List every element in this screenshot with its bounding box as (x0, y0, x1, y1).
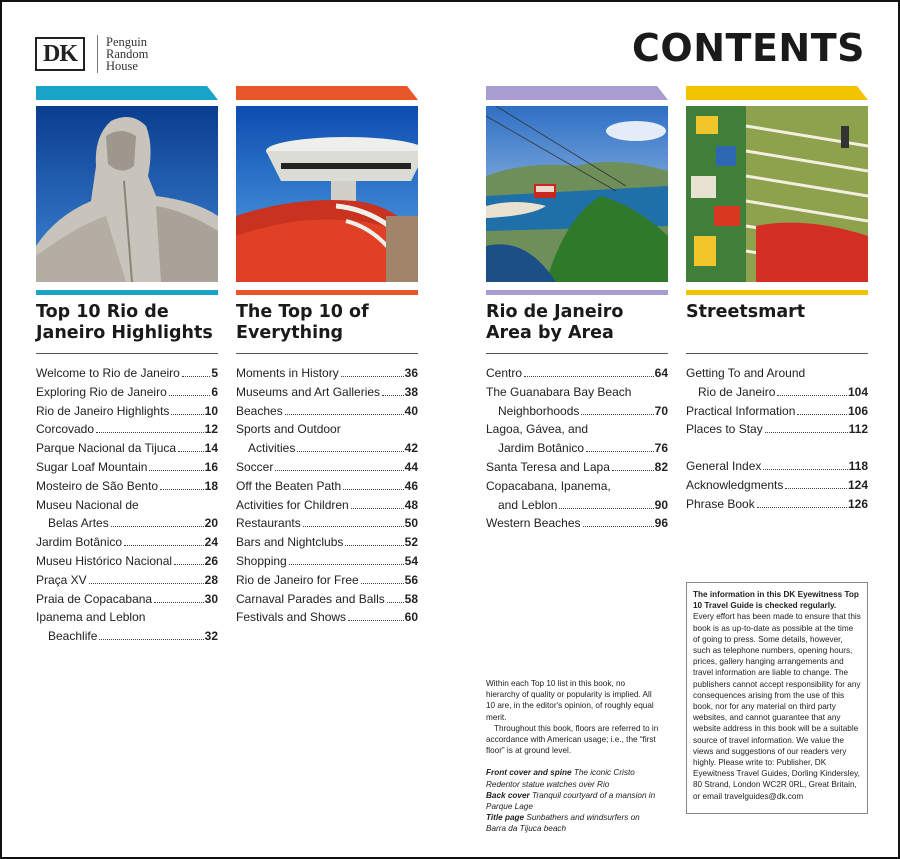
note-hierarchy: Within each Top 10 list in this book, no hierarchy of quality or popularity is implied. All 10 are, in the editor's opinion, of roughly equal merit. (486, 679, 654, 722)
info-box-body: Every effort has been made to ensure that this book is as up-to-date as possible at the time of going to press. Some details, however, such as telephone numbers, opening hours, prices, gallery hanging arrangements and travel information are liable to change. The publishers cannot accept responsibility for any consequences arising from the use of this book, nor for any material on third party websites, and cannot guarantee that any website address in this book will be a suitable source of travel information. We value the views and suggestions of our readers very highly. Please write to: Publisher, DK Eyewitness Travel Guides, Dorling Kindersley, 80 Strand, London WC2R 0RL, Great Britain, or email travelguides@dk.com (693, 612, 861, 801)
page-number: 48 (404, 497, 418, 512)
toc-entry-title: Lagoa, Gávea, and (486, 422, 589, 437)
toc-list (236, 364, 418, 627)
dot-leader (285, 414, 404, 415)
editorial-note (486, 678, 661, 835)
dk-logo: DK (35, 37, 85, 71)
toc-entry-title: Praça XV (36, 572, 87, 587)
toc-entry (486, 458, 668, 477)
credit-label: Front cover and spine (486, 768, 572, 778)
toc-entry-title: Copacabana, Ipanema, (486, 478, 611, 493)
dot-leader (361, 583, 404, 584)
divider (686, 353, 868, 354)
info-box-heading: The information in this DK Eyewitness Top 10 Travel Guide is checked regularly. (693, 590, 859, 611)
section-underbar (36, 290, 218, 295)
toc-entry (236, 552, 418, 571)
toc-entry (686, 495, 868, 514)
toc-entry (236, 402, 418, 421)
toc-list (36, 364, 218, 646)
toc-entry-title: Activities (248, 441, 296, 456)
toc-entry-title: Jardim Botânico (36, 535, 123, 550)
toc-entry (36, 533, 218, 552)
dot-leader (149, 470, 203, 471)
section-color-tab (236, 86, 418, 100)
toc-entry-title: Festivals and Shows (236, 610, 347, 625)
credit-text: Sunbathers and windsurfers on Barra da Tijuca beach (486, 813, 640, 834)
credit-label: Title page (486, 813, 525, 823)
page-number: 10 (204, 403, 218, 418)
toc-entry-title: Jardim Botânico (498, 441, 585, 456)
page-number: 44 (404, 459, 418, 474)
credit-label: Back cover (486, 790, 530, 800)
page-number: 5 (211, 366, 218, 380)
dot-leader (785, 488, 847, 489)
credit-text: The iconic Cristo Redentor statue watches over Rio (486, 768, 635, 789)
credit-back-cover (486, 790, 661, 812)
toc-entry (36, 458, 218, 477)
dot-leader (382, 395, 404, 396)
dot-leader (169, 395, 211, 396)
page-number: 112 (848, 422, 868, 437)
section-color-tab (486, 86, 668, 100)
dot-leader (763, 469, 847, 470)
page-number: 70 (654, 403, 668, 418)
dot-leader (182, 376, 210, 377)
publisher-line: House (106, 59, 138, 73)
dot-leader (111, 526, 204, 527)
toc-entry-title: Beachlife (48, 629, 98, 644)
page-number: 32 (204, 629, 218, 644)
toc-entry-title: Activities for Children (236, 497, 349, 512)
toc-list (686, 364, 868, 514)
page-number: 24 (204, 535, 218, 550)
page-number: 104 (847, 384, 868, 399)
page-number: 40 (404, 403, 418, 418)
toc-entry (36, 571, 218, 590)
christ-the-redeemer-photo (36, 106, 218, 282)
dot-leader (174, 564, 204, 565)
section-streetsmart (686, 86, 868, 514)
dot-leader (275, 470, 403, 471)
toc-entry-title: Museu Histórico Nacional (36, 553, 173, 568)
toc-entry-title: Western Beaches (486, 516, 581, 531)
toc-entry-title: Ipanema and Leblon (36, 610, 146, 625)
toc-entry (486, 514, 668, 533)
page-number: 124 (847, 477, 868, 492)
toc-entry (236, 364, 418, 383)
dot-leader (289, 564, 404, 565)
publisher-line: Penguin (106, 35, 147, 49)
toc-entry (36, 383, 218, 402)
toc-entry (486, 477, 668, 515)
toc-entry-title: Rio de Janeiro Highlights (36, 403, 170, 418)
page-number: 56 (404, 572, 418, 587)
publisher-line: Random (106, 47, 149, 61)
toc-entry-title: Belas Artes (48, 516, 109, 531)
dot-leader (154, 602, 204, 603)
section-highlights (36, 86, 218, 646)
toc-entry-title: Restaurants (236, 516, 301, 531)
dot-leader (124, 545, 204, 546)
dot-leader (777, 395, 847, 396)
dot-leader (348, 620, 404, 621)
penguin-random-house-logo (106, 36, 148, 72)
dot-leader (612, 470, 654, 471)
page-number: 58 (404, 591, 418, 606)
dot-leader (178, 451, 204, 452)
toc-entry-title: Practical Information (686, 403, 796, 418)
toc-entry (486, 383, 668, 421)
page-number: 14 (204, 441, 218, 456)
page-number: 16 (204, 459, 218, 474)
toc-entry-title: Santa Teresa and Lapa (486, 459, 610, 474)
dot-leader (303, 526, 404, 527)
page-number: 106 (847, 403, 868, 418)
divider (486, 353, 668, 354)
note-floors: Throughout this book, floors are referred to in accordance with American usage; i.e., the “first floor” is at ground level. (486, 723, 659, 756)
section-title: Top 10 Rio de Janeiro Highlights (36, 302, 213, 343)
toc-entry (36, 608, 218, 646)
credit-text: Tranquil courtyard of a mansion in Parque Lage (486, 790, 656, 812)
page-number: 90 (654, 497, 668, 512)
page-number: 64 (654, 366, 668, 380)
dot-leader (99, 639, 203, 640)
dot-leader (343, 489, 403, 490)
section-title: Rio de Janeiro Area by Area (486, 302, 624, 343)
dot-leader (524, 376, 654, 377)
toc-entry-title: Acknowledgments (686, 477, 784, 492)
credit-front-cover (486, 767, 661, 789)
toc-entry-title: General Index (686, 459, 762, 474)
toc-entry (236, 383, 418, 402)
dot-leader (583, 526, 654, 527)
toc-entry (686, 476, 868, 495)
toc-entry-title: Soccer (236, 459, 274, 474)
section-title: Streetsmart (686, 302, 806, 322)
page-number: 36 (404, 366, 418, 380)
page-number: 76 (654, 441, 668, 456)
info-box (686, 582, 868, 814)
dot-leader (341, 376, 404, 377)
toc-entry-title: Bars and Nightclubs (236, 535, 344, 550)
page-number: 118 (848, 459, 868, 474)
toc-entry (236, 496, 418, 515)
page-number: 42 (404, 441, 418, 456)
toc-entry-title: Sugar Loaf Mountain (36, 459, 148, 474)
dot-leader (586, 451, 654, 452)
dot-leader (387, 602, 404, 603)
toc-entry-title: Getting To and Around (686, 366, 806, 380)
toc-entry-title: Phrase Book (686, 496, 755, 511)
toc-entry-title: Museu Nacional de (36, 497, 139, 512)
toc-entry-title: Centro (486, 366, 523, 380)
toc-entry (686, 402, 868, 421)
page-number: 46 (404, 478, 418, 493)
page-number: 26 (204, 553, 218, 568)
toc-entry (686, 364, 868, 402)
dot-leader (797, 414, 847, 415)
section-underbar (486, 290, 668, 295)
toc-entry (36, 402, 218, 421)
toc-entry (686, 457, 868, 476)
page-number: 96 (654, 516, 668, 531)
credit-title-page (486, 812, 661, 834)
toc-list (486, 364, 668, 533)
page-number: 38 (404, 384, 418, 399)
page-number: 20 (204, 516, 218, 531)
toc-entry-title: Carnaval Parades and Balls (236, 591, 385, 606)
page-number: 82 (654, 459, 668, 474)
toc-entry-title: Museums and Art Galleries (236, 384, 381, 399)
page-number: 54 (404, 553, 418, 568)
page-title: CONTENTS (632, 26, 865, 70)
dot-leader (581, 414, 653, 415)
toc-entry (236, 420, 418, 458)
toc-entry (36, 496, 218, 534)
selaron-steps-photo (686, 106, 868, 282)
page-number: 60 (404, 610, 418, 625)
toc-entry (36, 420, 218, 439)
dot-leader (765, 432, 848, 433)
dot-leader (559, 508, 653, 509)
toc-entry-title: Corcovado (36, 422, 95, 437)
toc-entry (486, 420, 668, 458)
logo-divider (97, 35, 98, 73)
page-number: 30 (204, 591, 218, 606)
toc-entry (36, 477, 218, 496)
page-number: 50 (404, 516, 418, 531)
toc-entry (36, 590, 218, 609)
toc-entry (236, 477, 418, 496)
toc-entry (36, 552, 218, 571)
toc-entry-title: Rio de Janeiro (698, 384, 776, 399)
dot-leader (160, 489, 204, 490)
toc-entry-title: Praia de Copacabana (36, 591, 153, 606)
niteroi-museum-photo (236, 106, 418, 282)
toc-entry-title: Mosteiro de São Bento (36, 478, 159, 493)
dot-leader (345, 545, 403, 546)
divider (36, 353, 218, 354)
dot-leader (351, 508, 404, 509)
toc-entry (36, 439, 218, 458)
toc-entry (236, 571, 418, 590)
toc-entry (36, 364, 218, 383)
toc-entry-title: Off the Beaten Path (236, 478, 342, 493)
page-number: 12 (204, 422, 218, 437)
section-top-ten (236, 86, 418, 627)
toc-entry-title: Moments in History (236, 366, 339, 380)
dot-leader (171, 414, 203, 415)
page-number: 126 (847, 496, 868, 511)
toc-entry (486, 364, 668, 383)
toc-entry (236, 590, 418, 609)
toc-entry-title: Parque Nacional da Tijuca (36, 441, 177, 456)
divider (236, 353, 418, 354)
toc-entry-title: Rio de Janeiro for Free (236, 572, 359, 587)
section-underbar (686, 290, 868, 295)
toc-entry-title: The Guanabara Bay Beach (486, 384, 632, 399)
section-area-by-area (486, 86, 668, 533)
dot-leader (96, 432, 204, 433)
toc-entry (236, 608, 418, 627)
dot-leader (757, 507, 847, 508)
toc-entry-title: Welcome to Rio de Janeiro (36, 366, 180, 380)
toc-entry (686, 420, 868, 439)
toc-entry (236, 514, 418, 533)
toc-entry-title: Sports and Outdoor (236, 422, 341, 437)
dot-leader (297, 451, 403, 452)
page-number: 52 (404, 535, 418, 550)
dot-leader (89, 583, 204, 584)
page-number: 6 (211, 384, 218, 399)
toc-entry-title: and Leblon (498, 497, 558, 512)
section-color-tab (36, 86, 218, 100)
toc-entry-title: Neighborhoods (498, 403, 580, 418)
page-number: 28 (204, 572, 218, 587)
toc-entry-title: Exploring Rio de Janeiro (36, 384, 167, 399)
page-number: 18 (204, 478, 218, 493)
section-underbar (236, 290, 418, 295)
section-color-tab (686, 86, 868, 100)
toc-entry (236, 533, 418, 552)
toc-entry-title: Shopping (236, 553, 287, 568)
toc-entry-title: Places to Stay (686, 422, 763, 437)
sugar-loaf-cable-car-photo (486, 106, 668, 282)
publisher-logo (35, 35, 148, 73)
toc-entry-title: Beaches (236, 403, 283, 418)
toc-entry (236, 458, 418, 477)
section-title: The Top 10 of Everything (236, 302, 369, 343)
